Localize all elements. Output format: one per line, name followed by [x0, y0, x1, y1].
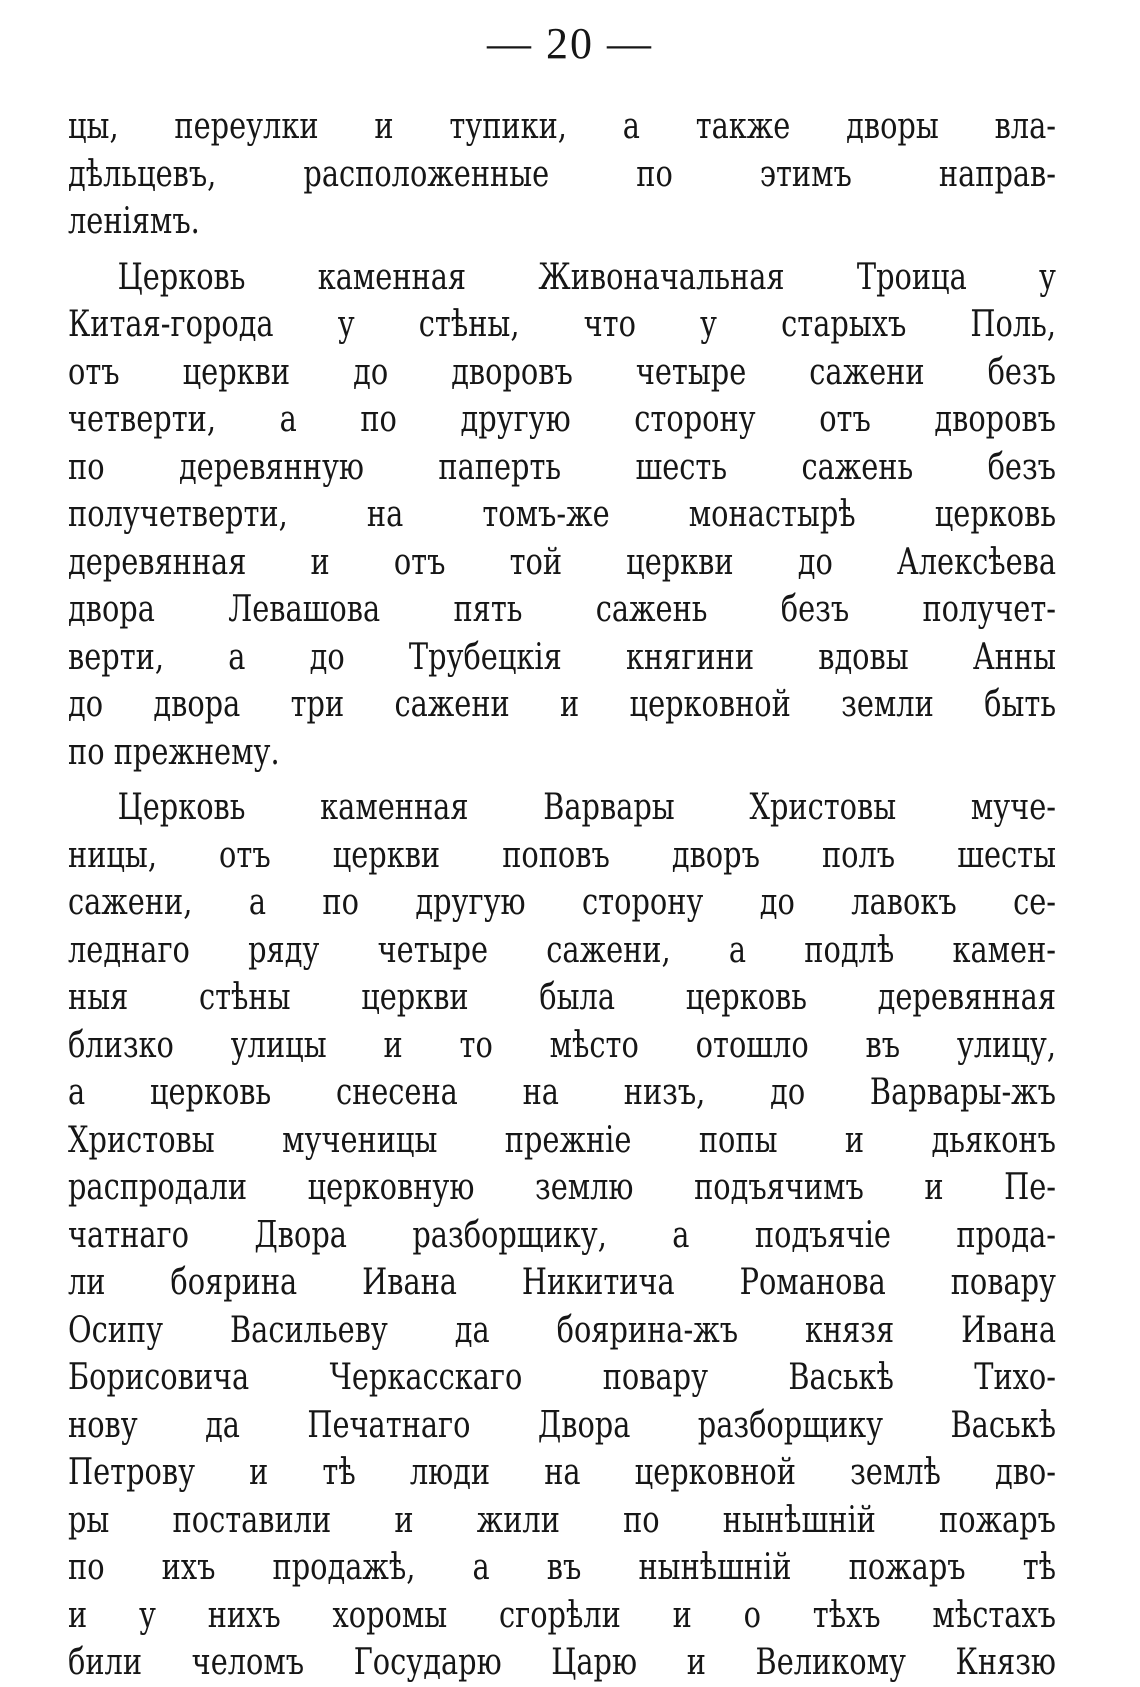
text-line: Китая-города у стѣны, что у старыхъ Поль,: [68, 304, 1056, 345]
text-line: а церковь снесена на низъ, до Варвары-жъ: [68, 1072, 1056, 1113]
paragraph-3: [68, 784, 1056, 1687]
text-line: Борисовича Черкасскаго повару Васькѣ Тихо-: [68, 1357, 1056, 1398]
text-line: сажени, а по другую сторону до лавокъ се-: [68, 882, 1056, 923]
text-line: ры поставили и жили по нынѣшній пожаръ: [68, 1499, 1056, 1541]
text-line: били челомъ Государю Царю и Великому Князю: [68, 1642, 1056, 1683]
page-number: — 20 —: [487, 19, 653, 68]
text-line: Церковь каменная Варвары Христовы муче-: [117, 787, 1056, 828]
text-line: распродали церковную землю подъячимъ и Пе-: [68, 1167, 1056, 1208]
text-line: Церковь каменная Живоначальная Троица у: [117, 256, 1056, 298]
body-text: [68, 103, 1056, 1687]
text-line: по ихъ продажѣ, а въ нынѣшній пожаръ тѣ: [68, 1547, 1056, 1588]
text-line: по деревянную паперть шесть сажень безъ: [68, 446, 1056, 488]
paragraph-2: [68, 254, 1056, 777]
text-line: верти, а до Трубецкія княгини вдовы Анны: [68, 636, 1056, 678]
text-line: двора Левашова пять сажень безъ получет-: [68, 589, 1056, 630]
text-line: леднаго ряду четыре сажени, а подлѣ камен-: [68, 929, 1056, 971]
text-line: Петрову и тѣ люди на церковной землѣ дво-: [68, 1452, 1056, 1493]
text-line: деревянная и отъ той церкви до Алексѣева: [68, 541, 1056, 583]
text-line: ницы, отъ церкви поповъ дворъ полъ шесты: [68, 834, 1056, 876]
text-line: четверти, а по другую сторону отъ дворовъ: [68, 399, 1056, 440]
text-line: по прежнему.: [68, 731, 280, 773]
paragraph-1: [68, 103, 1056, 246]
text-line: леніямъ.: [68, 201, 200, 242]
text-line: Христовы мученицы прежніе попы и дьяконъ: [68, 1119, 1056, 1161]
text-line: цы, переулки и тупики, а также дворы вла-: [68, 106, 1056, 147]
text-line: до двора три сажени и церковной земли быть: [68, 684, 1056, 725]
text-line: близко улицы и то мѣсто отошло въ улицу,: [68, 1024, 1056, 1066]
text-line: нову да Печатнаго Двора разборщику Васькѣ: [68, 1404, 1056, 1446]
text-line: отъ церкви до дворовъ четыре сажени безъ: [68, 351, 1056, 393]
text-line: ныя стѣны церкви была церковь деревянная: [68, 977, 1056, 1018]
text-line: Осипу Васильеву да боярина-жъ князя Ивана: [68, 1309, 1056, 1351]
text-line: дѣльцевъ, расположенные по этимъ направ-: [68, 153, 1056, 195]
text-line: ли боярина Ивана Никитича Романова повару: [68, 1262, 1056, 1303]
text-line: и у нихъ хоромы сгорѣли и о тѣхъ мѣстахъ: [68, 1594, 1056, 1636]
text-line: чатнаго Двора разборщику, а подъячіе прода-: [68, 1214, 1056, 1256]
text-line: получетверти, на томъ-же монастырѣ церковь: [68, 494, 1056, 535]
